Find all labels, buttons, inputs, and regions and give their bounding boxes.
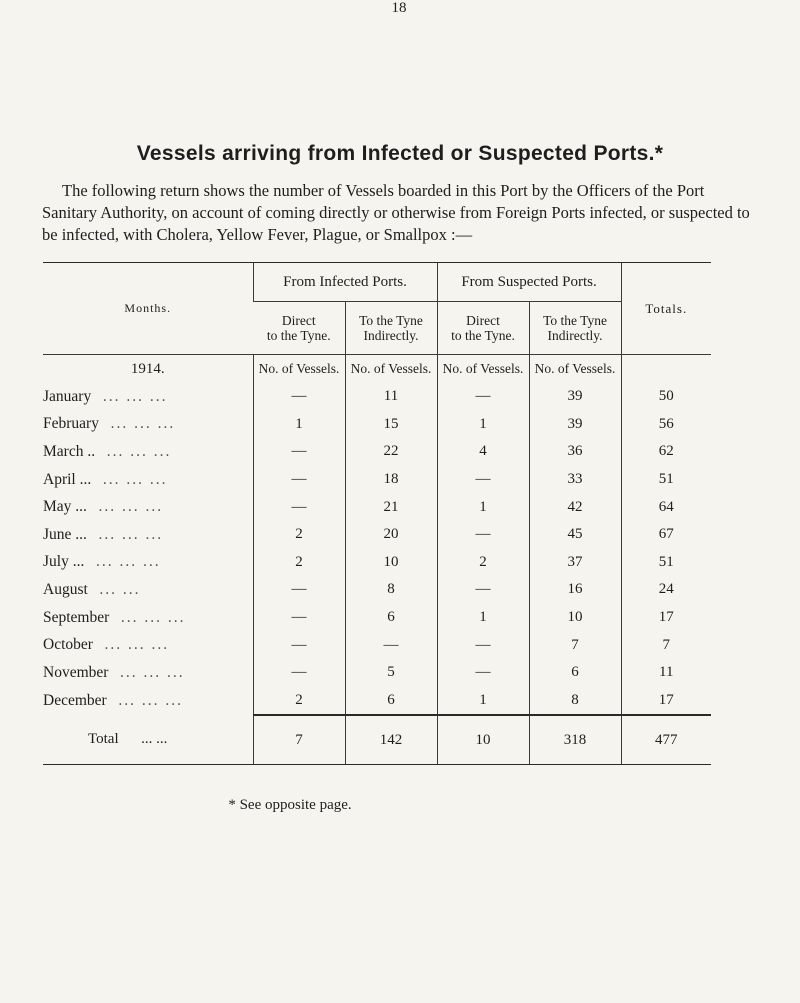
suspected-indirect-cell: 6 (529, 659, 621, 687)
table-row (43, 687, 711, 716)
suspected-indirect-cell: 45 (529, 521, 621, 549)
leader-dots: ... ... ... (102, 387, 168, 405)
infected-indirect-cell: 6 (345, 687, 437, 716)
total-row (43, 715, 711, 765)
suspected-indirect-cell: 8 (529, 687, 621, 716)
month-label: October (43, 636, 93, 654)
row-total-cell: 56 (621, 411, 711, 439)
table-row (43, 521, 711, 549)
month-cell (43, 466, 253, 494)
table-row (43, 466, 711, 494)
month-label: May ... (43, 498, 87, 516)
leader-dots: ... ... (99, 580, 141, 598)
row-total-cell: 51 (621, 466, 711, 494)
month-label: December (43, 691, 107, 709)
table-row (43, 576, 711, 604)
unit-label: No. of Vessels. (529, 355, 621, 384)
suspected-ports-header: From Suspected Ports. (437, 263, 621, 302)
suspected-direct-cell: — (437, 383, 529, 411)
leader-dots: ... ... ... (106, 442, 172, 460)
vessels-table (43, 262, 711, 765)
suspected-indirect-cell: 39 (529, 383, 621, 411)
months-header: Months. (43, 263, 253, 355)
table-row (43, 493, 711, 521)
unit-label: No. of Vessels. (437, 355, 529, 384)
infected-direct-cell: 2 (253, 521, 345, 549)
table-row (43, 438, 711, 466)
table-row (43, 604, 711, 632)
infected-indirect-cell: 21 (345, 493, 437, 521)
month-cell (43, 438, 253, 466)
suspected-indirect-cell: 39 (529, 411, 621, 439)
month-label: August (43, 580, 88, 598)
unit-label: No. of Vessels. (253, 355, 345, 384)
suspected-indirect-cell: 16 (529, 576, 621, 604)
footnote: * See opposite page. (228, 797, 352, 813)
table-row (43, 411, 711, 439)
suspected-indirect-cell: 36 (529, 438, 621, 466)
table-row (43, 659, 711, 687)
infected-ports-header: From Infected Ports. (253, 263, 437, 302)
unit-label-empty (621, 355, 711, 384)
row-total-cell: 51 (621, 549, 711, 577)
infected-indirect-cell: 18 (345, 466, 437, 494)
leader-dots: ... ... ... (120, 663, 185, 681)
month-cell (43, 493, 253, 521)
infected-direct-cell: — (253, 631, 345, 659)
suspected-direct-header: Direct to the Tyne. (437, 302, 529, 355)
infected-direct-cell: 2 (253, 687, 345, 716)
infected-direct-cell: — (253, 438, 345, 466)
year-label: 1914. (130, 360, 165, 377)
infected-indirect-cell: 5 (345, 659, 437, 687)
month-label: April ... (43, 470, 92, 488)
infected-indirect-cell: 11 (345, 383, 437, 411)
month-cell (43, 521, 253, 549)
month-label: June ... (43, 525, 87, 543)
infected-indirect-cell: 8 (345, 576, 437, 604)
suspected-direct-cell: 1 (437, 411, 529, 439)
month-cell (43, 549, 253, 577)
suspected-direct-cell: 1 (437, 687, 529, 716)
month-label: March .. (43, 442, 96, 460)
leader-dots: ... ... ... (98, 498, 164, 516)
month-cell (43, 631, 253, 659)
intro-line: The following return shows the number of Vessels boarded in this Port by the Officers of the Port (62, 181, 705, 200)
month-label: July ... (43, 553, 85, 571)
row-total-cell: 11 (621, 659, 711, 687)
total-infected-direct: 7 (253, 715, 345, 765)
suspected-direct-cell: 1 (437, 493, 529, 521)
suspected-indirect-cell: 10 (529, 604, 621, 632)
suspected-direct-cell: — (437, 521, 529, 549)
infected-direct-header: Direct to the Tyne. (253, 302, 345, 355)
suspected-indirect-cell: 7 (529, 631, 621, 659)
suspected-direct-cell: 4 (437, 438, 529, 466)
row-total-cell: 67 (621, 521, 711, 549)
month-cell (43, 383, 253, 411)
suspected-direct-cell: 1 (437, 604, 529, 632)
leader-dots: ... ... ... (102, 470, 168, 488)
infected-indirect-header: To the Tyne Indirectly. (345, 302, 437, 355)
total-label: Total ... ... (43, 715, 253, 765)
leader-dots: ... ... ... (95, 553, 161, 571)
infected-direct-cell: — (253, 466, 345, 494)
intro-paragraph (42, 180, 768, 246)
suspected-indirect-header: To the Tyne Indirectly. (529, 302, 621, 355)
row-total-cell: 17 (621, 604, 711, 632)
month-label: November (43, 663, 109, 681)
unit-row (43, 355, 711, 384)
page-title: Vessels arriving from Infected or Suspected Ports.* (136, 142, 664, 165)
total-infected-indirect: 142 (345, 715, 437, 765)
unit-label: No. of Vessels. (345, 355, 437, 384)
infected-direct-cell: 1 (253, 411, 345, 439)
month-cell (43, 604, 253, 632)
infected-indirect-cell: 15 (345, 411, 437, 439)
total-suspected-indirect: 318 (529, 715, 621, 765)
totals-header: Totals. (621, 263, 711, 355)
row-total-cell: 64 (621, 493, 711, 521)
infected-direct-cell: — (253, 383, 345, 411)
suspected-direct-cell: — (437, 659, 529, 687)
month-label: September (43, 608, 110, 626)
table-row (43, 549, 711, 577)
infected-direct-cell: — (253, 604, 345, 632)
suspected-direct-cell: 2 (437, 549, 529, 577)
suspected-direct-cell: — (437, 576, 529, 604)
month-cell (43, 687, 253, 716)
intro-line: be infected, with Cholera, Yellow Fever, Plague, or Smallpox :— (42, 225, 473, 244)
leader-dots: ... ... ... (104, 636, 170, 654)
infected-direct-cell: 2 (253, 549, 345, 577)
row-total-cell: 7 (621, 631, 711, 659)
suspected-direct-cell: — (437, 631, 529, 659)
infected-indirect-cell: 10 (345, 549, 437, 577)
infected-indirect-cell: 6 (345, 604, 437, 632)
row-total-cell: 17 (621, 687, 711, 716)
leader-dots: ... ... ... (98, 525, 164, 543)
total-suspected-direct: 10 (437, 715, 529, 765)
suspected-direct-cell: — (437, 466, 529, 494)
row-total-cell: 62 (621, 438, 711, 466)
leader-dots: ... ... ... (118, 691, 183, 709)
leader-dots: ... ... ... (120, 608, 186, 626)
month-label: February (43, 415, 99, 433)
infected-direct-cell: — (253, 576, 345, 604)
intro-line: Sanitary Authority, on account of coming directly or otherwise from Foreign Ports infected, or suspected to (42, 203, 750, 222)
table-row (43, 383, 711, 411)
suspected-indirect-cell: 33 (529, 466, 621, 494)
month-cell (43, 576, 253, 604)
infected-indirect-cell: 20 (345, 521, 437, 549)
row-total-cell: 50 (621, 383, 711, 411)
suspected-indirect-cell: 42 (529, 493, 621, 521)
table-row (43, 631, 711, 659)
month-label: January (43, 387, 92, 405)
infected-direct-cell: — (253, 659, 345, 687)
suspected-indirect-cell: 37 (529, 549, 621, 577)
row-total-cell: 24 (621, 576, 711, 604)
infected-indirect-cell: 22 (345, 438, 437, 466)
month-cell (43, 659, 253, 687)
page-number: 18 (391, 0, 407, 16)
infected-direct-cell: — (253, 493, 345, 521)
leader-dots: ... ... ... (110, 415, 176, 433)
infected-indirect-cell: — (345, 631, 437, 659)
grand-total: 477 (621, 715, 711, 765)
month-cell (43, 411, 253, 439)
